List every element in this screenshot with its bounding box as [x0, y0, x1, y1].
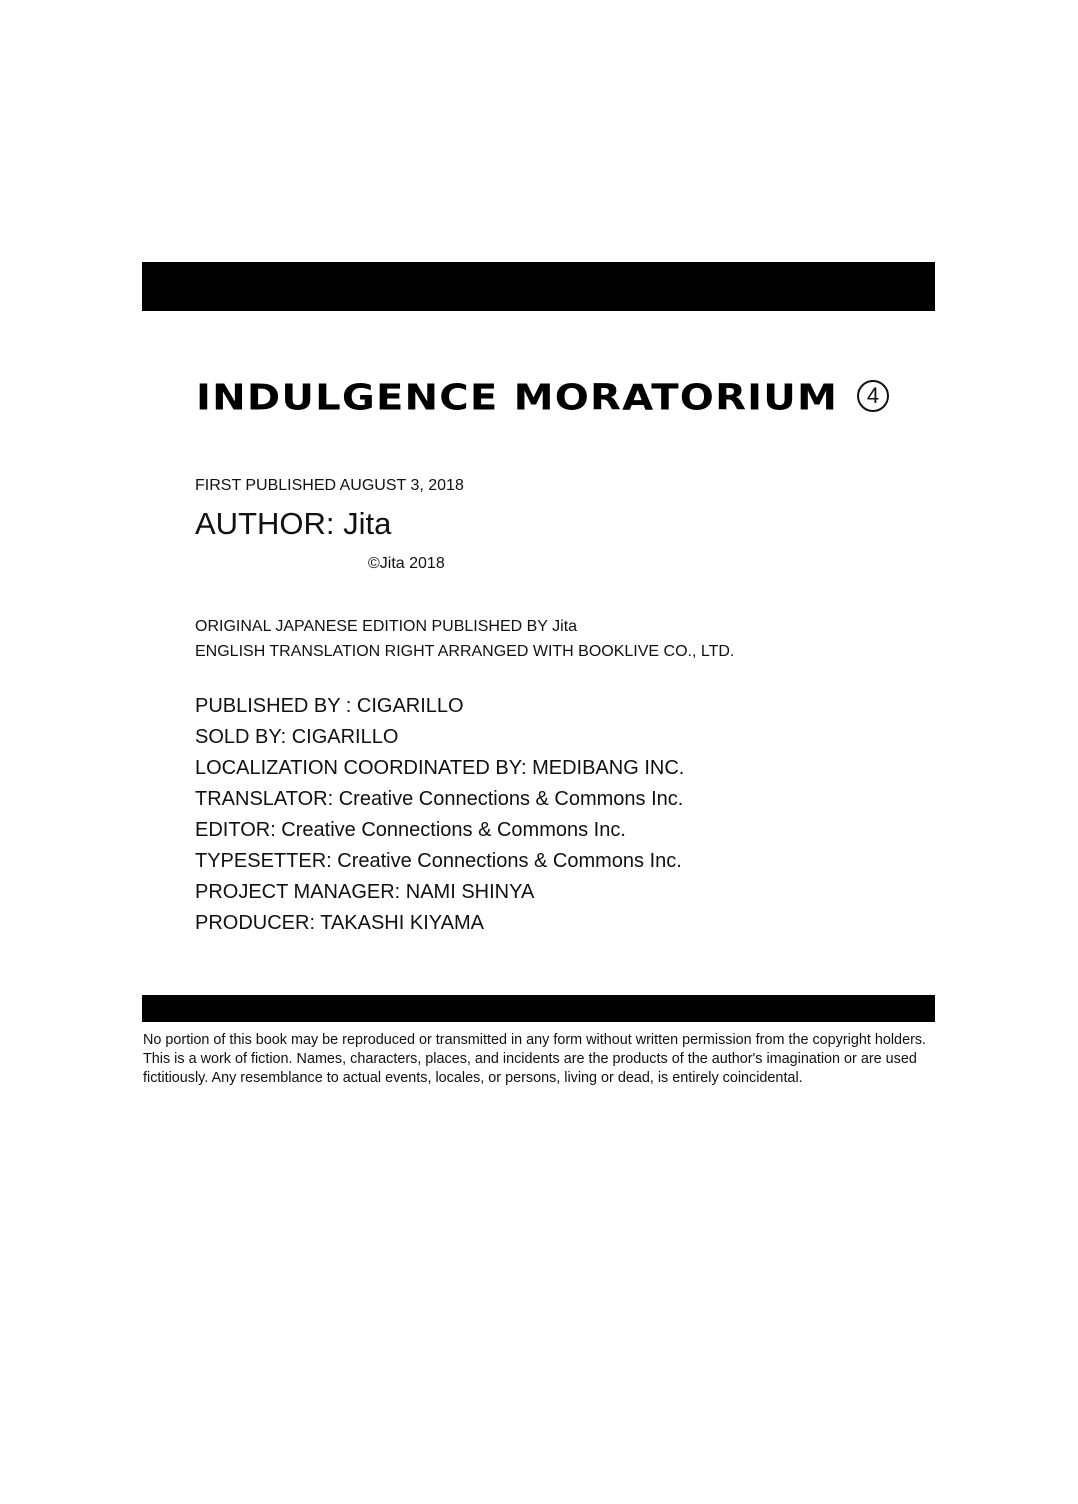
credits-list: [195, 691, 684, 939]
credit-publisher: PUBLISHED BY : CIGARILLO: [195, 695, 464, 717]
title-row: [196, 376, 906, 420]
top-black-bar: [142, 262, 935, 311]
copyright-line: ©Jita 2018: [368, 555, 445, 572]
credit-editor: EDITOR: Creative Connections & Commons Inc.: [195, 819, 626, 841]
edition-info: [195, 614, 734, 664]
legal-disclaimer: No portion of this book may be reproduced or transmitted in any form without written permission from the copyright holders. This is a work of fiction. Names, characters, places, and incidents are the products of the author's imagination or are used fictitiously. Any resemblance to actual events, locales, or persons, living or dead, is entirely coincidental.: [143, 1032, 927, 1086]
credit-localization: LOCALIZATION COORDINATED BY: MEDIBANG INC.: [195, 757, 685, 779]
author-line: AUTHOR: Jita: [195, 506, 392, 541]
credit-typesetter: TYPESETTER: Creative Connections & Commons Inc.: [195, 850, 682, 872]
bottom-black-bar: [142, 995, 935, 1022]
volume-number-badge: 4: [857, 380, 889, 412]
credit-project-manager: PROJECT MANAGER: NAMI SHINYA: [195, 881, 535, 903]
credit-producer: PRODUCER: TAKASHI KIYAMA: [195, 912, 484, 934]
first-published-line: FIRST PUBLISHED AUGUST 3, 2018: [195, 477, 464, 494]
edition-line-original: ORIGINAL JAPANESE EDITION PUBLISHED BY Jita: [195, 618, 578, 635]
credit-translator: TRANSLATOR: Creative Connections & Commons Inc.: [195, 788, 684, 810]
edition-line-translation: ENGLISH TRANSLATION RIGHT ARRANGED WITH BOOKLIVE CO., LTD.: [195, 643, 735, 660]
credit-seller: SOLD BY: CIGARILLO: [195, 726, 399, 748]
book-title: INDULGENCE MORATORIUM: [196, 377, 839, 419]
